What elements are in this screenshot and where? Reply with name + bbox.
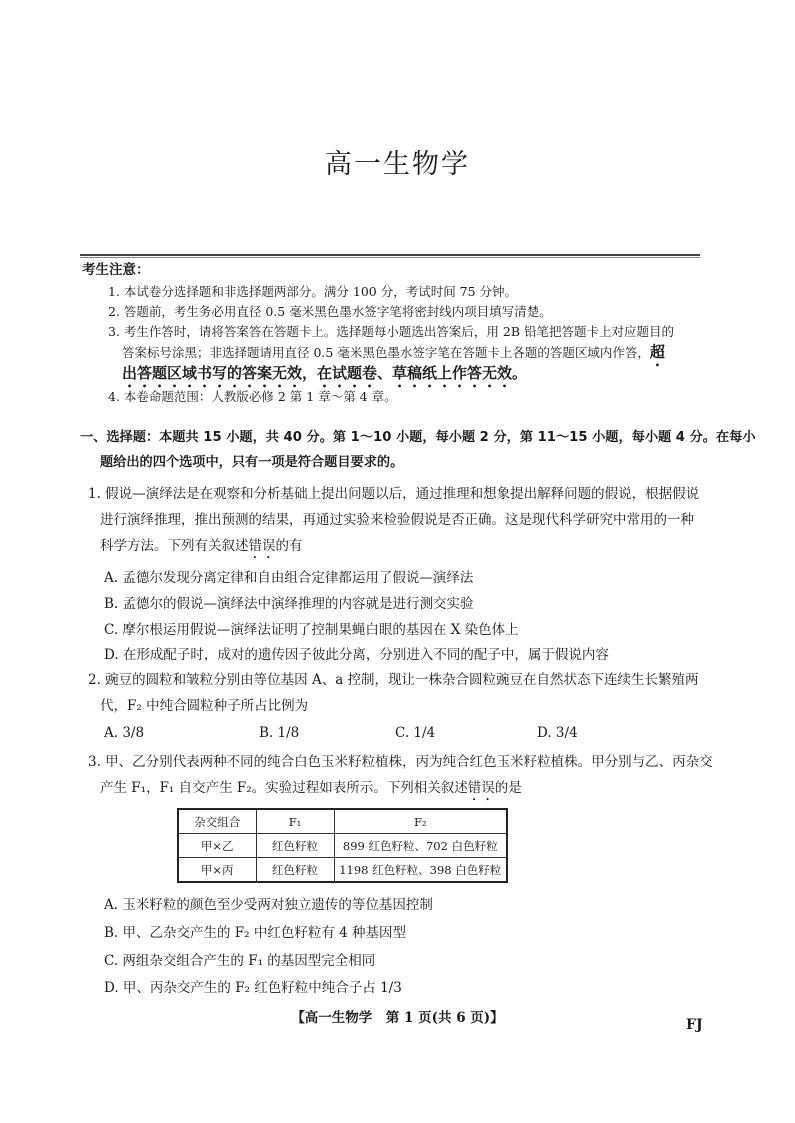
stem-text: 科学方法。下列有关叙述 <box>100 538 249 554</box>
table-row <box>178 834 507 858</box>
section-heading-continued: 题给出的四个选项中，只有一项是符合题目要求的。 <box>100 455 404 470</box>
table-header: F₁ <box>256 809 334 834</box>
question-2-stem: 2. 豌豆的圆粒和皱粒分别由等位基因 A、a 控制，现让一株杂合圆粒豌豆在自然状态下连续生长繁殖两 <box>88 672 699 688</box>
question-1-option-b: B. 孟德尔的假说—演绎法中演绎推理的内容就是进行测交实验 <box>104 596 474 612</box>
table-header-row <box>178 809 507 834</box>
table-cell: 甲×乙 <box>178 834 256 858</box>
table-header: 杂交组合 <box>178 809 256 834</box>
table-row <box>178 858 507 883</box>
stem-text: 的有 <box>275 538 303 554</box>
table-cell: 1198 红色籽粒、398 白色籽粒 <box>334 858 507 883</box>
question-2-option-b: B. 1/8 <box>259 725 300 741</box>
question-1-stem: 1. 假说—演绎法是在观察和分析基础上提出问题以后，通过推理和想象提出解释问题的假说，根据假说 <box>88 486 700 502</box>
question-3-option-b: B. 甲、乙杂交产生的 F₂ 中红色籽粒有 4 种基因型 <box>104 925 407 941</box>
table-cell: 红色籽粒 <box>256 858 334 883</box>
question-1-option-c: C. 摩尔根运用假说—演绎法证明了控制果蝇白眼的基因在 X 染色体上 <box>104 622 519 638</box>
question-2-option-d: D. 3/4 <box>537 725 578 741</box>
notice-heading: 考生注意： <box>82 262 150 278</box>
question-2-option-a: A. 3/8 <box>104 725 145 741</box>
table-cell: 红色籽粒 <box>256 834 334 858</box>
notice-emphasis: 超 <box>649 343 665 361</box>
stem-text: 的是 <box>494 780 522 796</box>
notice-item: 2. 答题前，考生务必用直径 0.5 毫米黑色墨水签字笔将密封线内项目填写清楚。 <box>108 304 552 319</box>
question-3-option-c: C. 两组杂交组合产生的 F₁ 的基因型完全相同 <box>104 953 376 969</box>
notice-item: 1. 本试卷分选择题和非选择题两部分。满分 100 分，考试时间 75 分钟。 <box>108 284 518 299</box>
question-3-stem: 3. 甲、乙分别代表两种不同的纯合白色玉米籽粒植株，丙为纯合红色玉米籽粒植株。甲分别与乙、丙杂交 <box>88 754 713 770</box>
section-heading: 一、选择题：本题共 15 小题，共 40 分。第 1～10 小题，每小题 2 分，第 11～15 小题，每小题 4 分。在每小 <box>80 430 756 445</box>
cross-results-table <box>177 808 508 883</box>
question-1-option-d: D. 在形成配子时，成对的遗传因子彼此分离，分别进入不同的配子中，属于假说内容 <box>104 647 609 663</box>
question-3-option-a: A. 玉米籽粒的颜色至少受两对独立遗传的等位基因控制 <box>104 897 433 913</box>
table-header: F₂ <box>334 809 507 834</box>
corner-mark: FJ <box>686 1017 703 1033</box>
page-title: 高一生物学 <box>325 149 470 180</box>
question-1-stem: 进行演绎推理，推出预测的结果，再通过实验来检验假说是否正确。这是现代科学研究中常用的一种 <box>100 512 694 528</box>
stem-emphasis: 错误 <box>248 538 276 554</box>
question-1-stem <box>100 536 303 562</box>
stem-text: 产生 F₁，F₁ 自交产生 F₂。实验过程如表所示。下列相关叙述 <box>100 780 468 796</box>
question-3-stem <box>100 778 522 804</box>
notice-item: 4. 本卷命题范围：人教版必修 2 第 1 章～第 4 章。 <box>108 389 397 404</box>
notice-emphasis: 出答题区域书写的答案无效，在试题卷、草稿纸上作答无效。 <box>122 364 528 382</box>
question-1-option-a: A. 孟德尔发现分离定律和自由组合定律都运用了假说—演绎法 <box>104 570 474 586</box>
notice-text: 答案标号涂黑；非选择题请用直径 0.5 毫米黑色墨水签字笔在答题卡上各题的答题区域内作答， <box>122 345 650 360</box>
header-divider <box>80 254 700 258</box>
question-2-stem: 代，F₂ 中纯合圆粒种子所占比例为 <box>100 698 309 714</box>
page-footer: 【高一生物学 第 1 页(共 6 页)】 <box>291 1010 504 1026</box>
question-2-option-c: C. 1/4 <box>395 725 436 741</box>
question-3-option-d: D. 甲、丙杂交产生的 F₂ 红色籽粒中纯合子占 1/3 <box>104 980 402 996</box>
table-cell: 899 红色籽粒、702 白色籽粒 <box>334 834 507 858</box>
table-cell: 甲×丙 <box>178 858 256 883</box>
notice-item: 3. 考生作答时，请将答案答在答题卡上。选择题每小题选出答案后，用 2B 铅笔把答题卡上对应题目的 <box>108 324 674 339</box>
stem-emphasis: 错误 <box>467 780 495 796</box>
